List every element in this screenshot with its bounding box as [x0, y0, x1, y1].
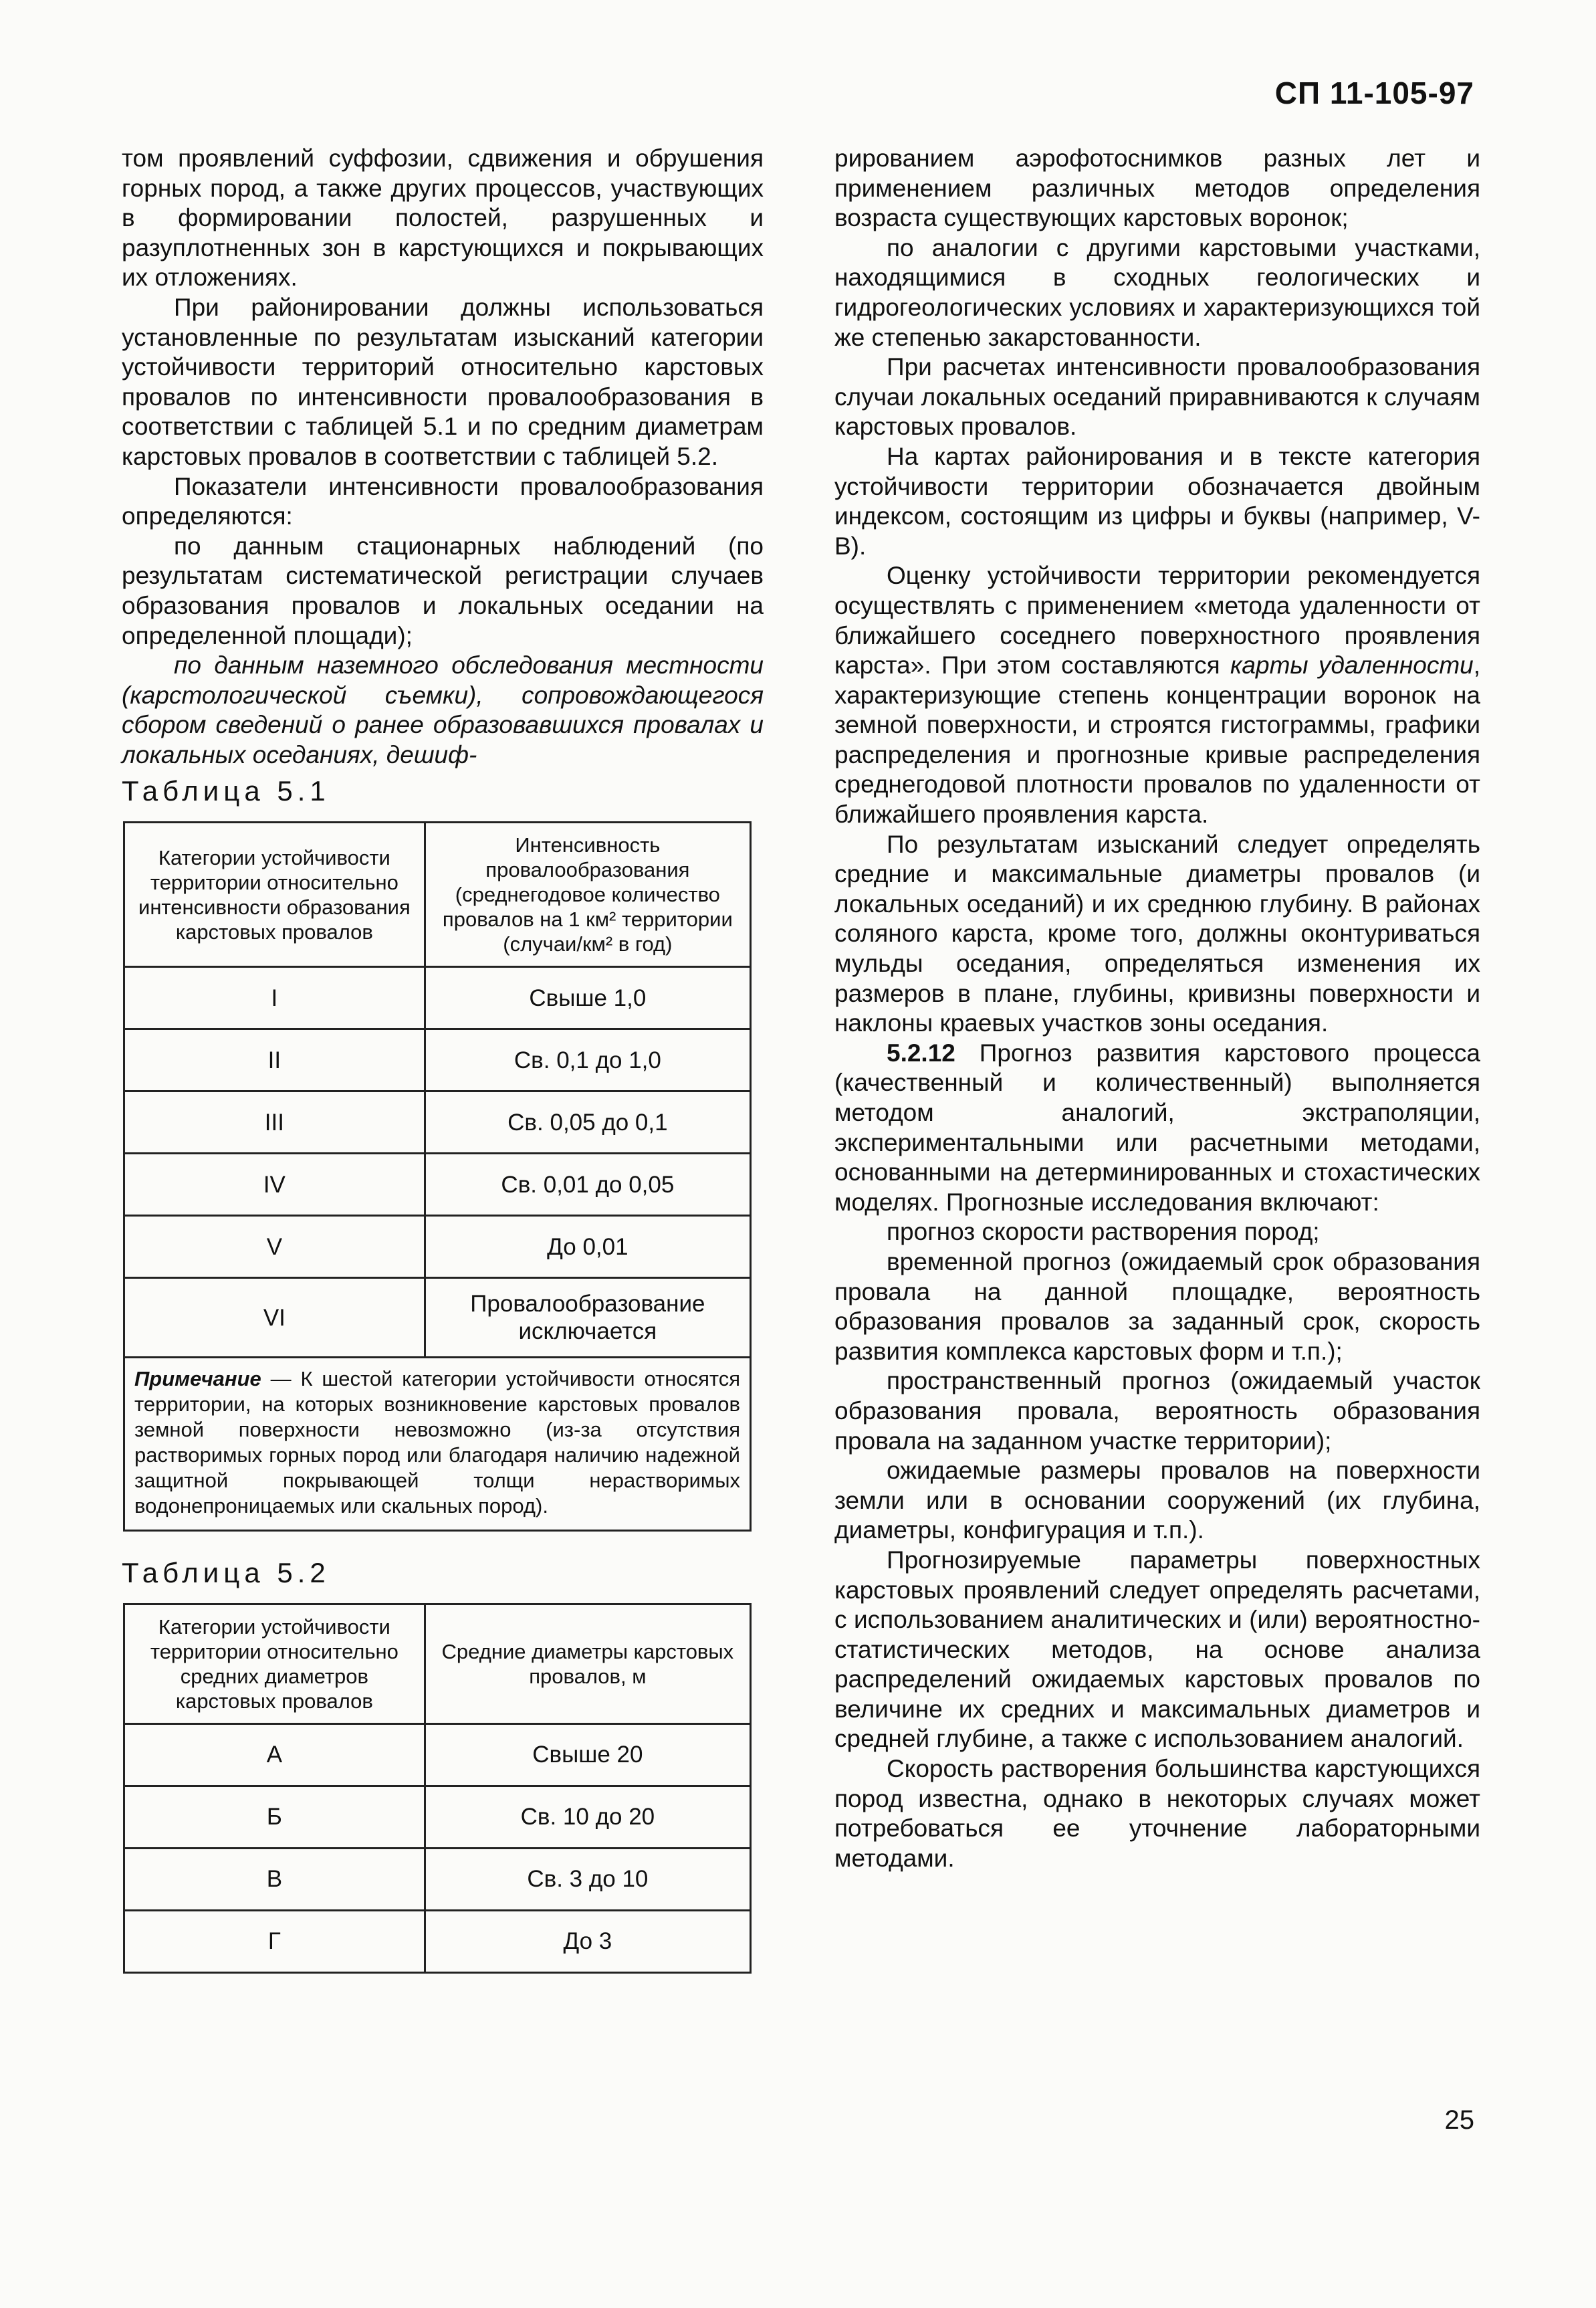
- table-row: [124, 1723, 751, 1786]
- section-number: 5.2.12: [887, 1039, 955, 1067]
- table-row: [124, 1091, 751, 1154]
- emphasis-text: карты удаленности: [1230, 651, 1474, 679]
- table-5-2: [123, 1603, 752, 1974]
- table-row: [124, 1786, 751, 1848]
- table-cell: Свыше 20: [425, 1723, 750, 1786]
- table-cell: Б: [124, 1786, 425, 1848]
- table-header-row: [124, 823, 751, 967]
- paragraph: По результатам изысканий следует определять средние и максимальные диаметры провалов (и локальных оседаний) и их среднюю глубину. В районах соляного карста, кроме того, должны оконтуриваться мульды оседания, определяться изменения их размеров в плане, глубины, кривизны поверхности и наклоны краевых участков зоны оседания.: [834, 830, 1480, 1037]
- left-column: [122, 144, 764, 1974]
- table-cell: Г: [124, 1910, 425, 1972]
- paragraph-text: Прогноз развития карстового процесса (качественный и количественный) выполняется методом аналогий, экстраполяции, экспериментальными или расчетными методами, основанными на детерминированных и стохастических моделях. Прогнозные исследования включают:: [834, 1039, 1480, 1216]
- paragraph: При расчетах интенсивности провалообразования случаи локальных оседаний приравниваются к случаям карстовых провалов.: [834, 353, 1480, 441]
- table-cell: А: [124, 1723, 425, 1786]
- table-row: [124, 1910, 751, 1972]
- table-cell: VI: [124, 1278, 425, 1358]
- paragraph-text: , характеризующие степень концентрации воронок на земной поверхности, и строятся гистограммы, графики распределения и прогнозные кривые распределения среднегодовой плотности провалов по удаленности от ближайшего проявления карста.: [834, 651, 1480, 829]
- paragraph: Прогнозируемые параметры поверхностных карстовых проявлений следует определять расчетами, с использованием аналитических и (или) вероятностно-статистических методов, на основе анализа распределений ожидаемых карстовых провалов по величине их средних и максимальных диаметров и средней глубине, а также с использованием аналогий.: [834, 1546, 1480, 1753]
- page-number: 25: [1444, 2105, 1474, 2135]
- table-row: [124, 1216, 751, 1278]
- paragraph: рированием аэрофотоснимков разных лет и применением различных методов определения возраста существующих карстовых воронок;: [834, 144, 1480, 232]
- table-cell: До 3: [425, 1910, 750, 1972]
- table-note: [124, 1358, 751, 1531]
- paragraph: [834, 561, 1480, 829]
- table-cell: Свыше 1,0: [425, 967, 750, 1029]
- note-label: Примечание: [134, 1367, 261, 1391]
- paragraph: том проявлений суффозии, сдвижения и обрушения горных пород, а также других процессов, участвующих в формировании полостей, разрушенных и разуплотненных зон в карстующихся и покрывающих их отложениях.: [122, 144, 764, 292]
- table-cell: II: [124, 1029, 425, 1091]
- table-header-cell: Средние диаметры карстовых провалов, м: [425, 1604, 750, 1723]
- document-code: СП 11-105-97: [1274, 76, 1474, 110]
- table-cell: Св. 0,1 до 1,0: [425, 1029, 750, 1091]
- table-cell: V: [124, 1216, 425, 1278]
- paragraph: При районировании должны использоваться установленные по результатам изысканий категории устойчивости территорий относительно карстовых провалов по интенсивности провалообразования в соответствии с таблицей 5.1 и по средним диаметрам карстовых провалов в соответствии с таблицей 5.2.: [122, 293, 764, 470]
- paragraph: временной прогноз (ожидаемый срок образования провала на данной площадке, вероятность образования провалов за заданный срок, скорость развития комплекса карстовых форм и т.п.);: [834, 1247, 1480, 1365]
- note-text: — К шестой категории устойчивости относятся территории, на которых возникновение карстовых провалов земной поверхности невозможно (из-за отсутствия растворимых горных пород или благодаря наличию надежной защитной покрывающей толщи нерастворимых водонепроницаемых или скальных пород).: [134, 1367, 740, 1518]
- table-header-row: [124, 1604, 751, 1723]
- table-cell: IV: [124, 1154, 425, 1216]
- paragraph: Скорость растворения большинства карстующихся пород известна, однако в некоторых случаях может потребоваться ее уточнение лабораторными методами.: [834, 1755, 1480, 1872]
- paragraph: по данным стационарных наблюдений (по результатам систематической регистрации случаев образования провалов и локальных оседании на определенной площади);: [122, 532, 764, 649]
- table-cell: I: [124, 967, 425, 1029]
- table-row: [124, 1278, 751, 1358]
- table-cell: Провалообразование исключается: [425, 1278, 750, 1358]
- paragraph: по аналогии с другими карстовыми участками, находящимися в сходных геологических и гидрогеологических условиях и характеризующихся той же степенью закарстованности.: [834, 233, 1480, 351]
- table-cell: До 0,01: [425, 1216, 750, 1278]
- table-row: [124, 967, 751, 1029]
- section-paragraph: [834, 1039, 1480, 1218]
- table-row: [124, 1848, 751, 1910]
- table-header-cell: Категории устойчивости территории относительно средних диаметров карстовых провалов: [124, 1604, 425, 1723]
- table-cell: Св. 0,01 до 0,05: [425, 1154, 750, 1216]
- paragraph: [122, 651, 764, 770]
- right-column: [834, 144, 1480, 1873]
- table-5-1: [123, 821, 752, 1532]
- table-cell: Св. 0,05 до 0,1: [425, 1091, 750, 1154]
- paragraph-text: Оценку устойчивости территории рекомендуется осуществлять с применением «метода удаленности от ближайшего соседнего поверхностного проявления карста». При этом составляются: [834, 562, 1480, 679]
- paragraph: прогноз скорости растворения пород;: [887, 1218, 1320, 1246]
- table-header-cell: Интенсивность провалообразования (среднегодовое количество провалов на 1 км² территории (случаи/км² в год): [425, 823, 750, 967]
- paragraph: ожидаемые размеры провалов на поверхности земли или в основании сооружений (их глубина, диаметры, конфигурация и т.п.).: [834, 1457, 1480, 1544]
- table-cell: Св. 3 до 10: [425, 1848, 750, 1910]
- table-row: [124, 1154, 751, 1216]
- table-cell: В: [124, 1848, 425, 1910]
- paragraph: пространственный прогноз (ожидаемый участок образования провала, вероятность образования провала на заданном участке территории);: [834, 1367, 1480, 1455]
- table-5-1-caption: Таблица 5.1: [122, 775, 330, 807]
- paragraph: Показатели интенсивности провалообразования определяются:: [122, 472, 764, 530]
- table-cell: Св. 10 до 20: [425, 1786, 750, 1848]
- table-note-row: [124, 1358, 751, 1531]
- paragraph-text: по данным наземного обследования местности (карстологической съемки), сопровождающегося сбором сведений о ранее образовавшихся провалах и локальных оседаниях, дешиф-: [122, 651, 764, 768]
- table-header-cell: Категории устойчивости территории относительно интенсивности образования карстовых провалов: [124, 823, 425, 967]
- paragraph: На картах районирования и в тексте категория устойчивости территории обозначается двойным индексом, состоящим из цифры и буквы (например, V-В).: [834, 442, 1480, 560]
- table-row: [124, 1029, 751, 1091]
- table-5-2-caption: Таблица 5.2: [122, 1557, 330, 1589]
- table-cell: III: [124, 1091, 425, 1154]
